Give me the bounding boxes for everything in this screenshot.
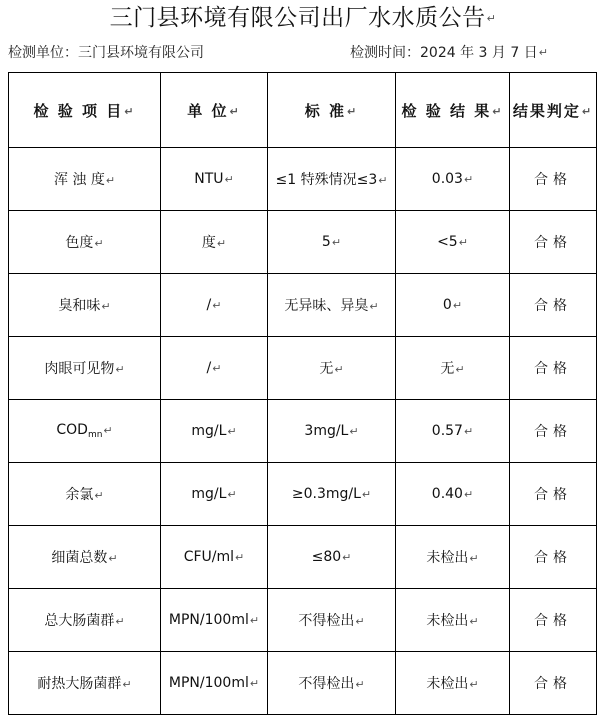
item-name: COD bbox=[56, 422, 88, 438]
inspection-time-label: 检测时间： bbox=[350, 45, 420, 61]
unit-value: / bbox=[206, 360, 212, 376]
paragraph-mark-icon: ↵ bbox=[229, 104, 241, 118]
paragraph-mark-icon: ↵ bbox=[469, 614, 479, 628]
paragraph-mark-icon: ↵ bbox=[331, 235, 342, 249]
item-cell bbox=[9, 400, 161, 463]
standard-value: 不得检出 bbox=[298, 613, 355, 629]
standard-value: ≤80 bbox=[311, 549, 342, 565]
result-value: 0.40 bbox=[431, 486, 463, 502]
paragraph-mark-icon: ↵ bbox=[212, 298, 222, 312]
paragraph-mark-icon: ↵ bbox=[227, 424, 237, 438]
paragraph-mark-icon: ↵ bbox=[105, 173, 116, 187]
paragraph-mark-icon: ↵ bbox=[355, 677, 365, 691]
paragraph-mark-icon: ↵ bbox=[216, 236, 227, 250]
standard-value: ≥0.3mg/L bbox=[291, 486, 361, 502]
table-header-cell bbox=[510, 73, 597, 148]
unit-cell bbox=[161, 463, 268, 526]
judgement-value: 合格 bbox=[534, 235, 572, 251]
unit-value: 度 bbox=[201, 235, 216, 251]
unit-value: MPN/100ml bbox=[168, 675, 249, 691]
paragraph-mark-icon: ↵ bbox=[347, 104, 359, 118]
unit-value: / bbox=[206, 297, 212, 313]
result-cell bbox=[396, 652, 510, 715]
result-value: <5 bbox=[437, 234, 458, 250]
paragraph-mark-icon: ↵ bbox=[115, 362, 125, 376]
judgement-cell bbox=[510, 463, 597, 526]
paragraph-mark-icon: ↵ bbox=[124, 104, 136, 118]
standard-cell bbox=[268, 400, 396, 463]
standard-value: 5 bbox=[321, 234, 331, 250]
standard-cell bbox=[268, 589, 396, 652]
unit-cell bbox=[161, 274, 268, 337]
unit-cell bbox=[161, 589, 268, 652]
result-cell bbox=[396, 211, 510, 274]
judgement-value: 合格 bbox=[534, 550, 572, 566]
result-cell bbox=[396, 148, 510, 211]
item-name: 浑 浊 度 bbox=[53, 172, 105, 188]
paragraph-mark-icon: ↵ bbox=[463, 487, 474, 501]
paragraph-mark-icon: ↵ bbox=[458, 235, 468, 249]
table-row bbox=[9, 274, 597, 337]
judgement-cell bbox=[510, 652, 597, 715]
paragraph-mark-icon: ↵ bbox=[122, 677, 132, 691]
item-cell bbox=[9, 274, 161, 337]
standard-value: ≤1 特殊情况≤3 bbox=[275, 172, 378, 188]
paragraph-mark-icon: ↵ bbox=[115, 614, 125, 628]
judgement-value: 合格 bbox=[534, 487, 572, 503]
judgement-cell bbox=[510, 337, 597, 400]
judgement-value: 合格 bbox=[534, 424, 572, 440]
judgement-cell bbox=[510, 274, 597, 337]
standard-value: 不得检出 bbox=[298, 676, 355, 692]
standard-cell bbox=[268, 337, 396, 400]
result-value: 未检出 bbox=[426, 676, 469, 692]
result-cell bbox=[396, 400, 510, 463]
paragraph-mark-icon: ↵ bbox=[463, 424, 474, 438]
paragraph-mark-icon: ↵ bbox=[361, 487, 372, 501]
result-value: 0.57 bbox=[431, 423, 463, 439]
item-cell bbox=[9, 526, 161, 589]
judgement-cell bbox=[510, 589, 597, 652]
paragraph-mark-icon: ↵ bbox=[538, 46, 548, 59]
item-name: 肉眼可见物 bbox=[44, 361, 115, 377]
unit-cell bbox=[161, 337, 268, 400]
paragraph-mark-icon: ↵ bbox=[212, 361, 222, 375]
item-subscript: mn bbox=[87, 430, 103, 440]
water-quality-table-body bbox=[9, 73, 597, 715]
result-value: 无 bbox=[440, 361, 455, 377]
judgement-cell bbox=[510, 400, 597, 463]
standard-cell bbox=[268, 274, 396, 337]
unit-cell bbox=[161, 211, 268, 274]
result-cell bbox=[396, 463, 510, 526]
result-cell bbox=[396, 274, 510, 337]
result-cell bbox=[396, 526, 510, 589]
paragraph-mark-icon: ↵ bbox=[334, 362, 344, 376]
paragraph-mark-icon: ↵ bbox=[108, 551, 118, 565]
inspection-unit bbox=[8, 44, 204, 62]
announcement-title bbox=[0, 4, 606, 33]
header-label: 结果判定 bbox=[512, 101, 581, 120]
standard-value: 无 bbox=[319, 361, 334, 377]
item-cell bbox=[9, 463, 161, 526]
judgement-cell bbox=[510, 526, 597, 589]
header-label: 单 位 bbox=[187, 101, 229, 120]
standard-value: 3mg/L bbox=[304, 423, 349, 439]
paragraph-mark-icon: ↵ bbox=[227, 487, 237, 501]
unit-cell bbox=[161, 400, 268, 463]
paragraph-mark-icon: ↵ bbox=[94, 236, 104, 250]
item-name: 色度 bbox=[65, 235, 94, 251]
water-quality-table bbox=[8, 72, 597, 715]
paragraph-mark-icon: ↵ bbox=[101, 299, 111, 313]
paragraph-mark-icon: ↵ bbox=[342, 550, 352, 564]
unit-value: mg/L bbox=[191, 423, 227, 439]
table-row bbox=[9, 652, 597, 715]
unit-value: mg/L bbox=[191, 486, 227, 502]
item-cell bbox=[9, 589, 161, 652]
table-header-cell bbox=[396, 73, 510, 148]
standard-cell bbox=[268, 148, 396, 211]
paragraph-mark-icon: ↵ bbox=[249, 613, 260, 627]
standard-cell bbox=[268, 526, 396, 589]
paragraph-mark-icon: ↵ bbox=[469, 677, 479, 691]
result-value: 0.03 bbox=[431, 171, 463, 187]
judgement-cell bbox=[510, 148, 597, 211]
paragraph-mark-icon: ↵ bbox=[224, 172, 234, 186]
item-cell bbox=[9, 148, 161, 211]
inspection-unit-label: 检测单位： bbox=[8, 45, 78, 61]
inspection-time-value: 2024 年 3 月 7 日 bbox=[420, 45, 538, 61]
judgement-value: 合格 bbox=[534, 676, 572, 692]
header-label: 检 验 结 果 bbox=[401, 101, 492, 120]
title-text: 三门县环境有限公司出厂水水质公告 bbox=[109, 5, 486, 31]
unit-value: MPN/100ml bbox=[168, 612, 249, 628]
paragraph-mark-icon: ↵ bbox=[235, 550, 245, 564]
unit-cell bbox=[161, 148, 268, 211]
standard-cell bbox=[268, 463, 396, 526]
unit-value: CFU/ml bbox=[183, 549, 235, 565]
unit-value: NTU bbox=[194, 171, 224, 187]
judgement-value: 合格 bbox=[534, 361, 572, 377]
judgement-value: 合格 bbox=[534, 172, 572, 188]
table-row bbox=[9, 211, 597, 274]
item-cell bbox=[9, 652, 161, 715]
paragraph-mark-icon: ↵ bbox=[492, 104, 504, 118]
paragraph-mark-icon: ↵ bbox=[486, 11, 497, 25]
table-row bbox=[9, 400, 597, 463]
result-value: 未检出 bbox=[426, 613, 469, 629]
paragraph-mark-icon: ↵ bbox=[103, 423, 113, 437]
paragraph-mark-icon: ↵ bbox=[349, 424, 359, 438]
paragraph-mark-icon: ↵ bbox=[369, 299, 379, 313]
item-cell bbox=[9, 211, 161, 274]
header-label: 标 准 bbox=[304, 101, 346, 120]
table-row bbox=[9, 589, 597, 652]
standard-cell bbox=[268, 211, 396, 274]
judgement-value: 合格 bbox=[534, 298, 572, 314]
table-row bbox=[9, 337, 597, 400]
table-header-cell bbox=[9, 73, 161, 148]
table-row bbox=[9, 148, 597, 211]
paragraph-mark-icon: ↵ bbox=[581, 104, 594, 118]
inspection-time bbox=[350, 44, 548, 62]
item-cell bbox=[9, 337, 161, 400]
standard-value: 无异味、异臭 bbox=[284, 298, 369, 314]
result-cell bbox=[396, 337, 510, 400]
paragraph-mark-icon: ↵ bbox=[463, 172, 474, 186]
item-name: 细菌总数 bbox=[51, 550, 108, 566]
judgement-value: 合格 bbox=[534, 613, 572, 629]
item-name: 耐热大肠菌群 bbox=[37, 676, 122, 692]
paragraph-mark-icon: ↵ bbox=[378, 173, 388, 187]
unit-cell bbox=[161, 652, 268, 715]
paragraph-mark-icon: ↵ bbox=[94, 488, 104, 502]
judgement-cell bbox=[510, 211, 597, 274]
result-value: 未检出 bbox=[426, 550, 469, 566]
paragraph-mark-icon: ↵ bbox=[355, 614, 365, 628]
standard-cell bbox=[268, 652, 396, 715]
unit-cell bbox=[161, 526, 268, 589]
table-header-row bbox=[9, 73, 597, 148]
result-cell bbox=[396, 589, 510, 652]
item-name: 总大肠菌群 bbox=[44, 613, 115, 629]
paragraph-mark-icon: ↵ bbox=[455, 362, 465, 376]
table-header-cell bbox=[161, 73, 268, 148]
item-name: 臭和味 bbox=[58, 298, 101, 314]
table-row bbox=[9, 526, 597, 589]
table-row bbox=[9, 463, 597, 526]
item-name: 余氯 bbox=[65, 487, 94, 503]
header-label: 检 验 项 目 bbox=[33, 101, 124, 120]
paragraph-mark-icon: ↵ bbox=[452, 298, 463, 312]
table-header-cell bbox=[268, 73, 396, 148]
inspection-unit-value: 三门县环境有限公司 bbox=[78, 45, 204, 61]
paragraph-mark-icon: ↵ bbox=[249, 676, 260, 690]
result-value: 0 bbox=[442, 297, 452, 313]
paragraph-mark-icon: ↵ bbox=[469, 551, 479, 565]
